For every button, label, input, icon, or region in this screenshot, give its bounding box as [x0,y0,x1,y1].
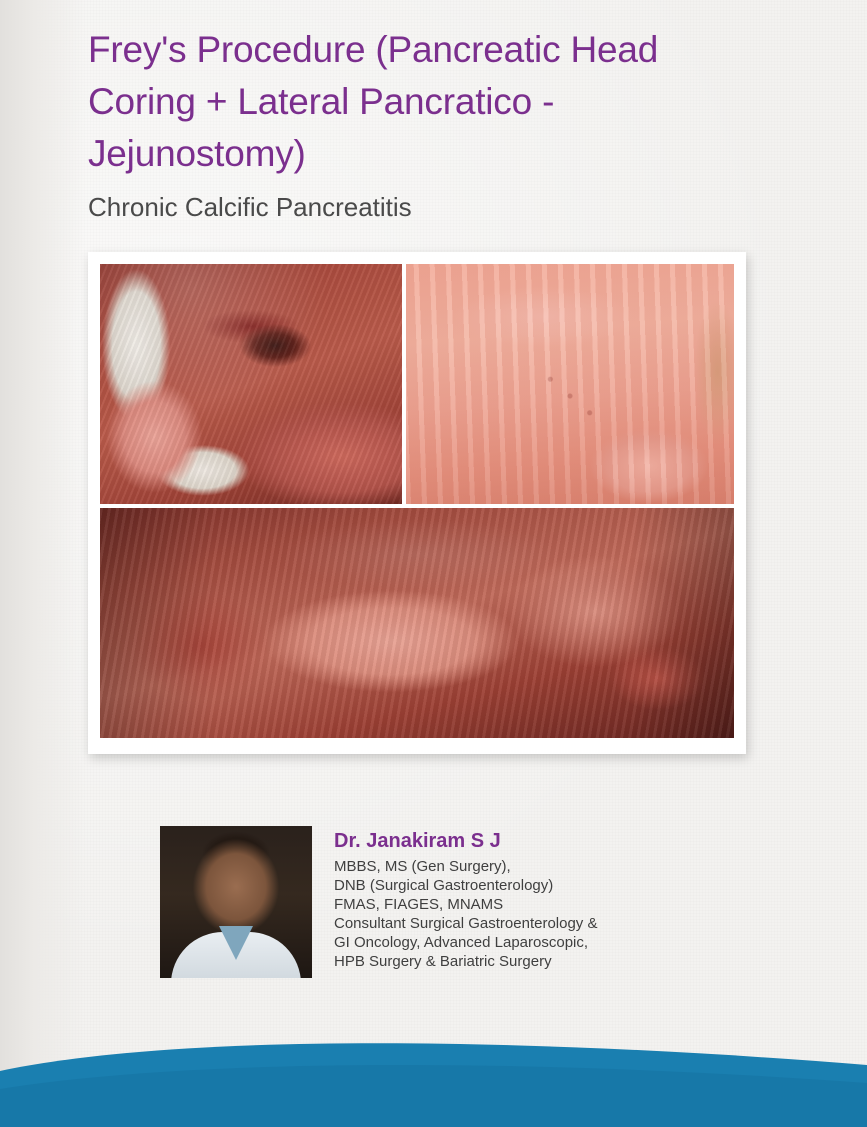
operative-field-panorama-photo [100,508,734,738]
pancreatic-head-coring-photo [100,264,402,504]
doctor-name: Dr. Janakiram S J [334,830,501,852]
field-image-surface [100,508,734,738]
photo-collage [88,252,746,754]
doctor-portrait-photo [160,826,312,978]
doctor-credential-line-1: MBBS, MS (Gen Surgery), [334,858,511,875]
page-title: Frey's Procedure (Pancreatic Head Coring + Lateral Pancratico - Jejunostomy) [88,29,659,174]
title-block [88,24,748,224]
doctor-credential-line-3: FMAS, FIAGES, MNAMS [334,896,504,913]
page-subtitle: Chronic Calcific Pancreatitis [88,192,412,222]
lateral-pancreaticojejunostomy-anastomosis-photo [406,264,734,504]
doctor-info [334,826,694,978]
doctor-credential-line-5: GI Oncology, Advanced Laparoscopic, [334,934,589,951]
doctor-credential-line-4: Consultant Surgical Gastroenterology & [334,915,598,932]
anastomosis-image-surface [406,264,734,504]
footer-wave-banner [0,1031,867,1127]
doctor-credential-line-2: DNB (Surgical Gastroenterology) [334,877,554,894]
doctor-profile [160,826,694,978]
collage-top-row [100,264,734,504]
doctor-credential-line-6: HPB Surgery & Bariatric Surgery [334,953,552,970]
coring-image-surface [100,264,402,504]
footer-wave-shape [0,1031,867,1127]
